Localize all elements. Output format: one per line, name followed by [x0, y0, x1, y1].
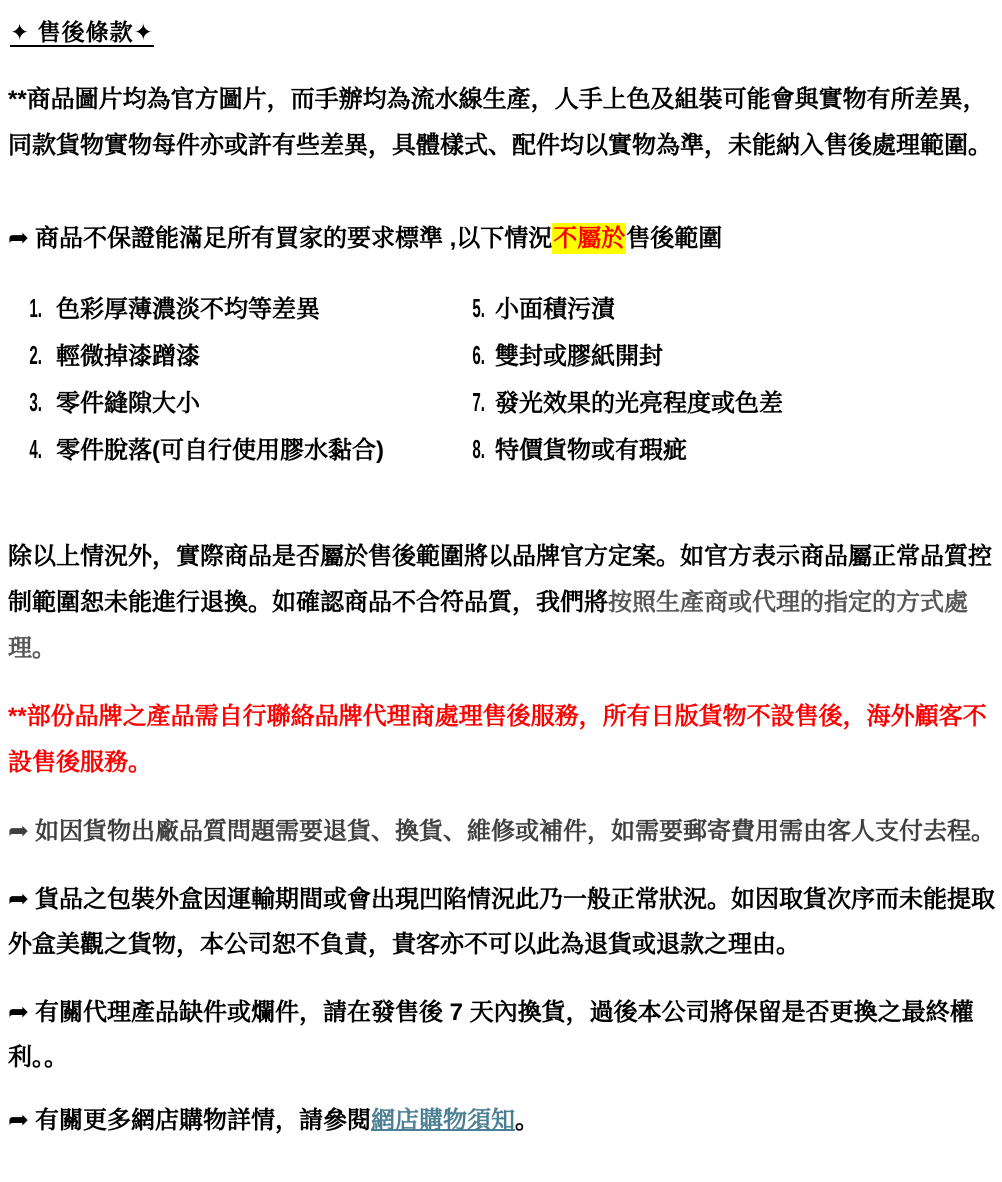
list-item-number: 7.	[472, 387, 485, 417]
notice-text-before: 商品不保證能滿足所有買家的要求標準 ,以下情況	[34, 225, 553, 252]
list-item-number: 4.	[29, 434, 42, 464]
list-item	[8, 294, 463, 324]
list-item	[463, 341, 968, 371]
curved-arrow-icon: ➦	[8, 224, 29, 252]
list-item-text: 輕微掉漆蹭漆	[56, 343, 200, 370]
list-item-text: 色彩厚薄濃淡不均等差異	[56, 296, 320, 323]
exclusion-list	[8, 294, 968, 482]
bullet-box-condition	[8, 877, 998, 967]
policy-text-gray: 按照生產商或代理的指定的方式處理。	[8, 589, 968, 662]
bullet-return-shipping	[8, 809, 998, 854]
notice-line	[8, 221, 990, 256]
curved-arrow-icon: ➦	[8, 1106, 29, 1134]
after-sales-terms-document	[8, 10, 995, 1138]
notice-text-after: 售後範圍	[626, 225, 723, 252]
shop-guide-link[interactable]: 網店購物須知	[370, 1107, 515, 1134]
list-item	[8, 435, 463, 465]
list-item-text: 零件縫隙大小	[56, 390, 200, 417]
list-item-text: 小面積污漬	[495, 296, 615, 323]
list-item-text: 發光效果的光亮程度或色差	[495, 390, 783, 417]
policy-paragraph	[8, 534, 998, 672]
list-item-text: 特價貨物或有瑕疵	[495, 437, 687, 464]
bullet-text: 貨品之包裝外盒因運輸期間或會出現凹陷情況此乃一般正常狀況。如因取貨次序而未能提取外盒美觀之貨物，本公司恕不負責，貴客亦不可以此為退貨或退款之理由。	[8, 886, 995, 958]
list-item	[463, 435, 968, 465]
list-item-text: 雙封或膠紙開封	[495, 343, 663, 370]
notice-highlight: 不屬於	[553, 225, 626, 252]
exclusion-list-left-column	[8, 294, 463, 482]
curved-arrow-icon: ➦	[8, 885, 29, 913]
list-item-number: 5.	[472, 293, 485, 323]
curved-arrow-icon: ➦	[8, 998, 29, 1026]
bullet-missing-parts	[8, 990, 998, 1080]
exclusion-list-right-column	[463, 294, 968, 482]
list-item-text: 零件脫落(可自行使用膠水黏合)	[56, 437, 384, 464]
footer-text-before: 有關更多網店購物詳情，請參閱	[34, 1107, 371, 1134]
red-warning-paragraph: **部份品牌之產品需自行聯絡品牌代理商處理售後服務，所有日版貨物不設售後，海外顧客不設售後服務。	[8, 703, 987, 776]
list-item-number: 3.	[29, 387, 42, 417]
list-item	[8, 341, 463, 371]
footer-line	[8, 1103, 990, 1138]
list-item-number: 1.	[29, 293, 42, 323]
list-item	[463, 388, 968, 418]
list-item	[463, 294, 968, 324]
footer-text-after: 。	[514, 1107, 539, 1134]
curved-arrow-icon: ➦	[8, 817, 29, 845]
list-item-number: 2.	[29, 340, 42, 370]
intro-paragraph: **商品圖片均為官方圖片，而手辦均為流水線生產，人手上色及組裝可能會與實物有所差異，同款貨物實物每件亦或許有些差異，具體樣式、配件均以實物為準，未能納入售後處理範圍。	[8, 86, 992, 159]
list-item-number: 6.	[472, 340, 485, 370]
policy-text-black: 除以上情況外，實際商品是否屬於售後範圍將以品牌官方定案。如官方表示商品屬正常品質控制範圍恕未能進行退換。如確認商品不合符品質，我們將	[8, 543, 992, 616]
list-item	[8, 388, 463, 418]
bullet-text: 如因貨物出廠品質問題需要退貨、換貨、維修或補件，如需要郵寄費用需由客人支付去程。	[34, 818, 995, 845]
bullet-text: 有關代理產品缺件或爛件，請在發售後 7 天內換貨，過後本公司將保留是否更換之最終權利。。	[8, 999, 974, 1071]
page-title: ✦ 售後條款✦	[10, 19, 154, 45]
list-item-number: 8.	[472, 434, 485, 464]
